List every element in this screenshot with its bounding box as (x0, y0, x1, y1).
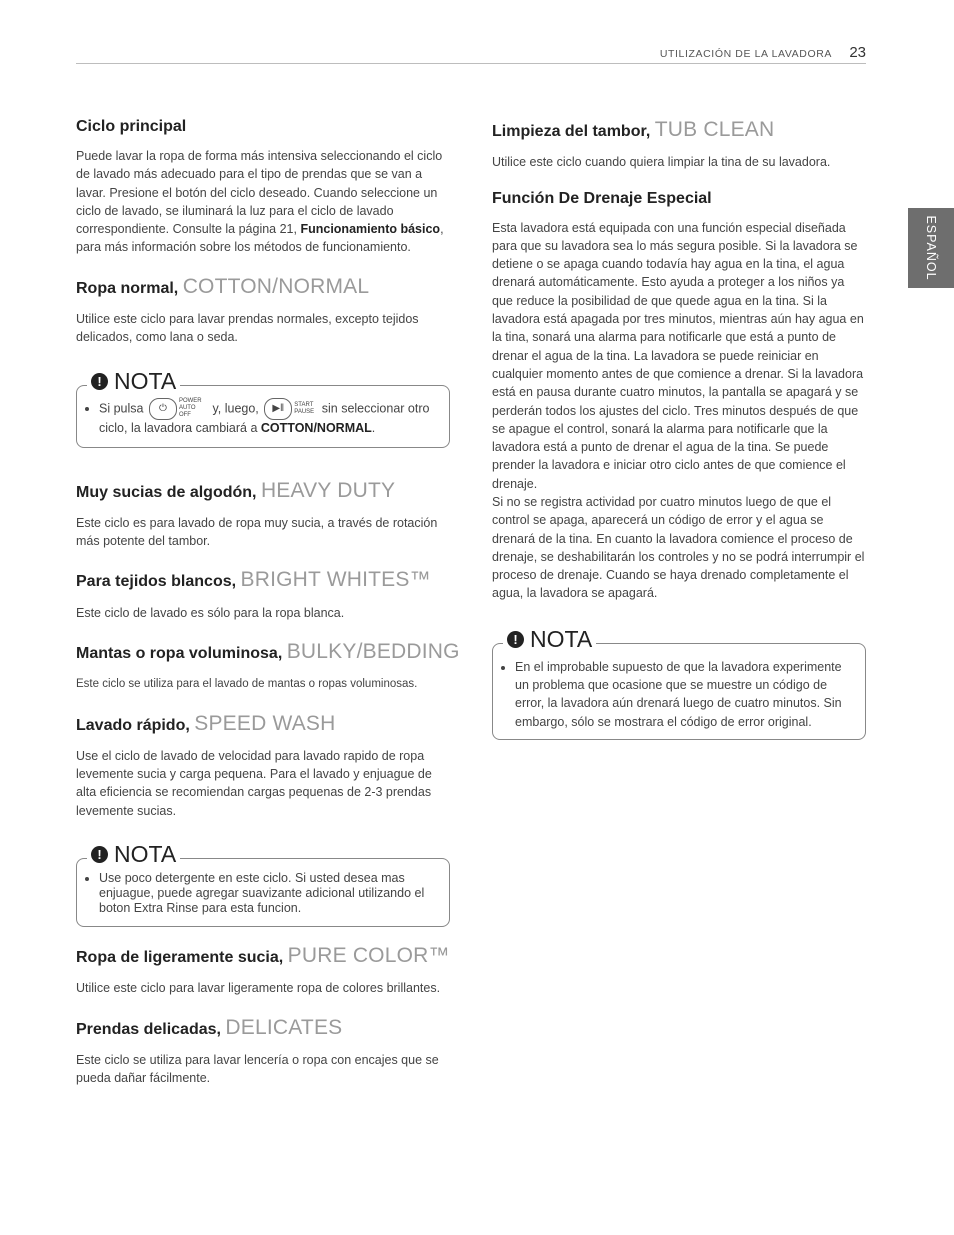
drain-text-2: Si no se registra actividad por cuatro minutos luego de que el control se apaga, aparecerá un código de error y el agua se drenará de la tina. En cuanto la lavadora comience el proceso de drenaje, se deshabilitarán los controles y no se podrá interrumpir el proceso de drenaje. Cuando se haya drenado completamente el agua, la lavadora se apagará. (492, 495, 865, 601)
bright-whites-text: Este ciclo de lavado es sólo para la ropa blanca. (76, 605, 345, 620)
section-title: UTILIZACIÓN DE LA LAVADORA (659, 48, 832, 60)
tub-clean-heading: Limpieza del tambor, TUB CLEAN (492, 118, 775, 141)
heavy-duty-heading: Muy sucias de algodón, HEAVY DUTY (76, 478, 396, 502)
nota-box (76, 841, 450, 927)
cycle-name: SPEED WASH (194, 711, 336, 735)
ciclo-principal-heading: Ciclo principal (76, 118, 187, 135)
start-pause-label: START PAUSE (294, 401, 315, 415)
drain-heading: Función De Drenaje Especial (492, 189, 712, 207)
left-column (76, 117, 460, 1087)
alert-icon: ! (91, 846, 108, 863)
bulky-bedding-heading: Mantas o ropa voluminosa, BULKY/BEDDING (76, 640, 460, 664)
tub-clean-text: Utilice este ciclo cuando quiera limpiar la tina de su lavadora. (492, 155, 831, 170)
ropa-normal-heading: Ropa normal, COTTON/NORMAL (76, 274, 370, 298)
cycle-name: BRIGHT WHITES™ (240, 568, 431, 592)
cycle-name: HEAVY DUTY (260, 478, 396, 502)
cycle-name: DELICATES (225, 1015, 343, 1039)
nota-box (492, 625, 866, 740)
heavy-duty-text: Este ciclo es para lavado de ropa muy sucia, a través de rotación más potente del tambor. (76, 515, 438, 549)
delicates-heading: Prendas delicadas, DELICATES (76, 1015, 343, 1039)
bright-whites-heading: Para tejidos blancos, BRIGHT WHITES™ (76, 568, 431, 592)
nota-item: • Si pulsa ⏻POWER AUTO OFF y, luego, ▶‖ START PAUSE sin seleccionar otro ciclo, la lavadora cambiará a COTTON/NORMAL. (99, 398, 437, 437)
language-tab-label: ESPAÑOL (924, 215, 938, 281)
nota-label: ! NOTA (503, 628, 596, 651)
right-column (492, 117, 866, 740)
nota-item: • En el improbable supuesto de que la lavadora experimente un problema que ocasione que se muestre un código de error, la lavadora aún drenará luego de cuatro minutos. Sin embargo, sólo se mostrara el código de error original. (515, 658, 853, 731)
nota-box (76, 367, 450, 448)
funcionamiento-link-text: Funcionamiento básico (300, 222, 441, 237)
bulky-bedding-text: Este ciclo se utiliza para el lavado de mantas o ropas voluminosas. (76, 678, 418, 691)
pure-color-text: Utilice este ciclo para lavar ligeramente ropa de colores brillantes. (76, 981, 441, 996)
drain-text: Esta lavadora está equipada con una función especial diseñada para que su lavadora sea lo más segura posible. Si la lavadora se detiene o se apaga cuando todavía hay agua en la tina, el agua drenará automáticamente. Esto ayuda a proteger a los niños ya que reduce la posibilidad de que quede agua en la tina. Si la lavadora está apagada por tres minutos, mientras aún hay agua en la tina, sonará una alarma para notificarle que está a punto de drenar el agua de la tina. La lavadora se puede reiniciar en cualquier momento antes de que comience a drenar. Si la lavadora está en pausa durante cuatro minutos, la pantalla se apagará y se perderán todos los ajustes del ciclo. Tres minutos después de que se apague el control, sonará la alarma para notificarle que la lavadora está a punto de drenar el agua de la tina. Se puede prender la lavadora e iniciar otro ciclo antes de que comience el drenaje. (492, 220, 864, 491)
cycle-name: BULKY/BEDDING (286, 640, 460, 664)
ciclo-principal-text: Puede lavar la ropa de forma más intensiva seleccionando el ciclo de lavado más adecuado para el tipo de prendas que se van a lavar. Presione el botón del ciclo deseado. Cuando seleccione un ciclo de lavado, se iluminará la luz para el ciclo de lavado correspondiente. Consulte la página 21, Funcionamiento básico, para más información sobre los métodos de funcionamiento. (76, 149, 444, 255)
page-header (76, 46, 866, 64)
pure-color-heading: Ropa de ligeramente sucia, PURE COLOR™ (76, 944, 450, 967)
page-number: 23 (849, 44, 866, 61)
speed-wash-text: Use el ciclo de lavado de velocidad para lavado rapido de ropa levemente sucia y carga pequena. Para el lavado y enjuague de alta eficiencia se recomiendan cargas pequenas de 2-3 prendas levemente sucias. (76, 748, 432, 818)
alert-icon: ! (91, 373, 108, 390)
cycle-name: TUB CLEAN (654, 118, 775, 141)
start-pause-button-icon: ▶‖ (264, 398, 292, 420)
language-tab (908, 208, 954, 288)
cycle-name: COTTON/NORMAL (182, 274, 370, 298)
nota-item: • Use poco detergente en este ciclo. Si usted desea mas enjuague, puede agregar suavizante adicional utilizando el boton Extra Rinse para esta funcion. (99, 871, 437, 916)
delicates-text: Este ciclo se utiliza para lavar lencería o ropa con encajes que se pueda dañar fácilmente. (76, 1052, 439, 1086)
power-button-icon: ⏻ (149, 398, 177, 420)
cycle-name: PURE COLOR™ (287, 944, 450, 967)
power-button-label: POWER AUTO OFF (178, 398, 202, 419)
nota-label: ! NOTA (87, 370, 180, 393)
ropa-normal-text: Utilice este ciclo para lavar prendas normales, excepto tejidos delicados, como lana o seda. (76, 312, 419, 345)
nota-label: ! NOTA (87, 843, 180, 866)
speed-wash-heading: Lavado rápido, SPEED WASH (76, 711, 336, 735)
alert-icon: ! (507, 631, 524, 648)
